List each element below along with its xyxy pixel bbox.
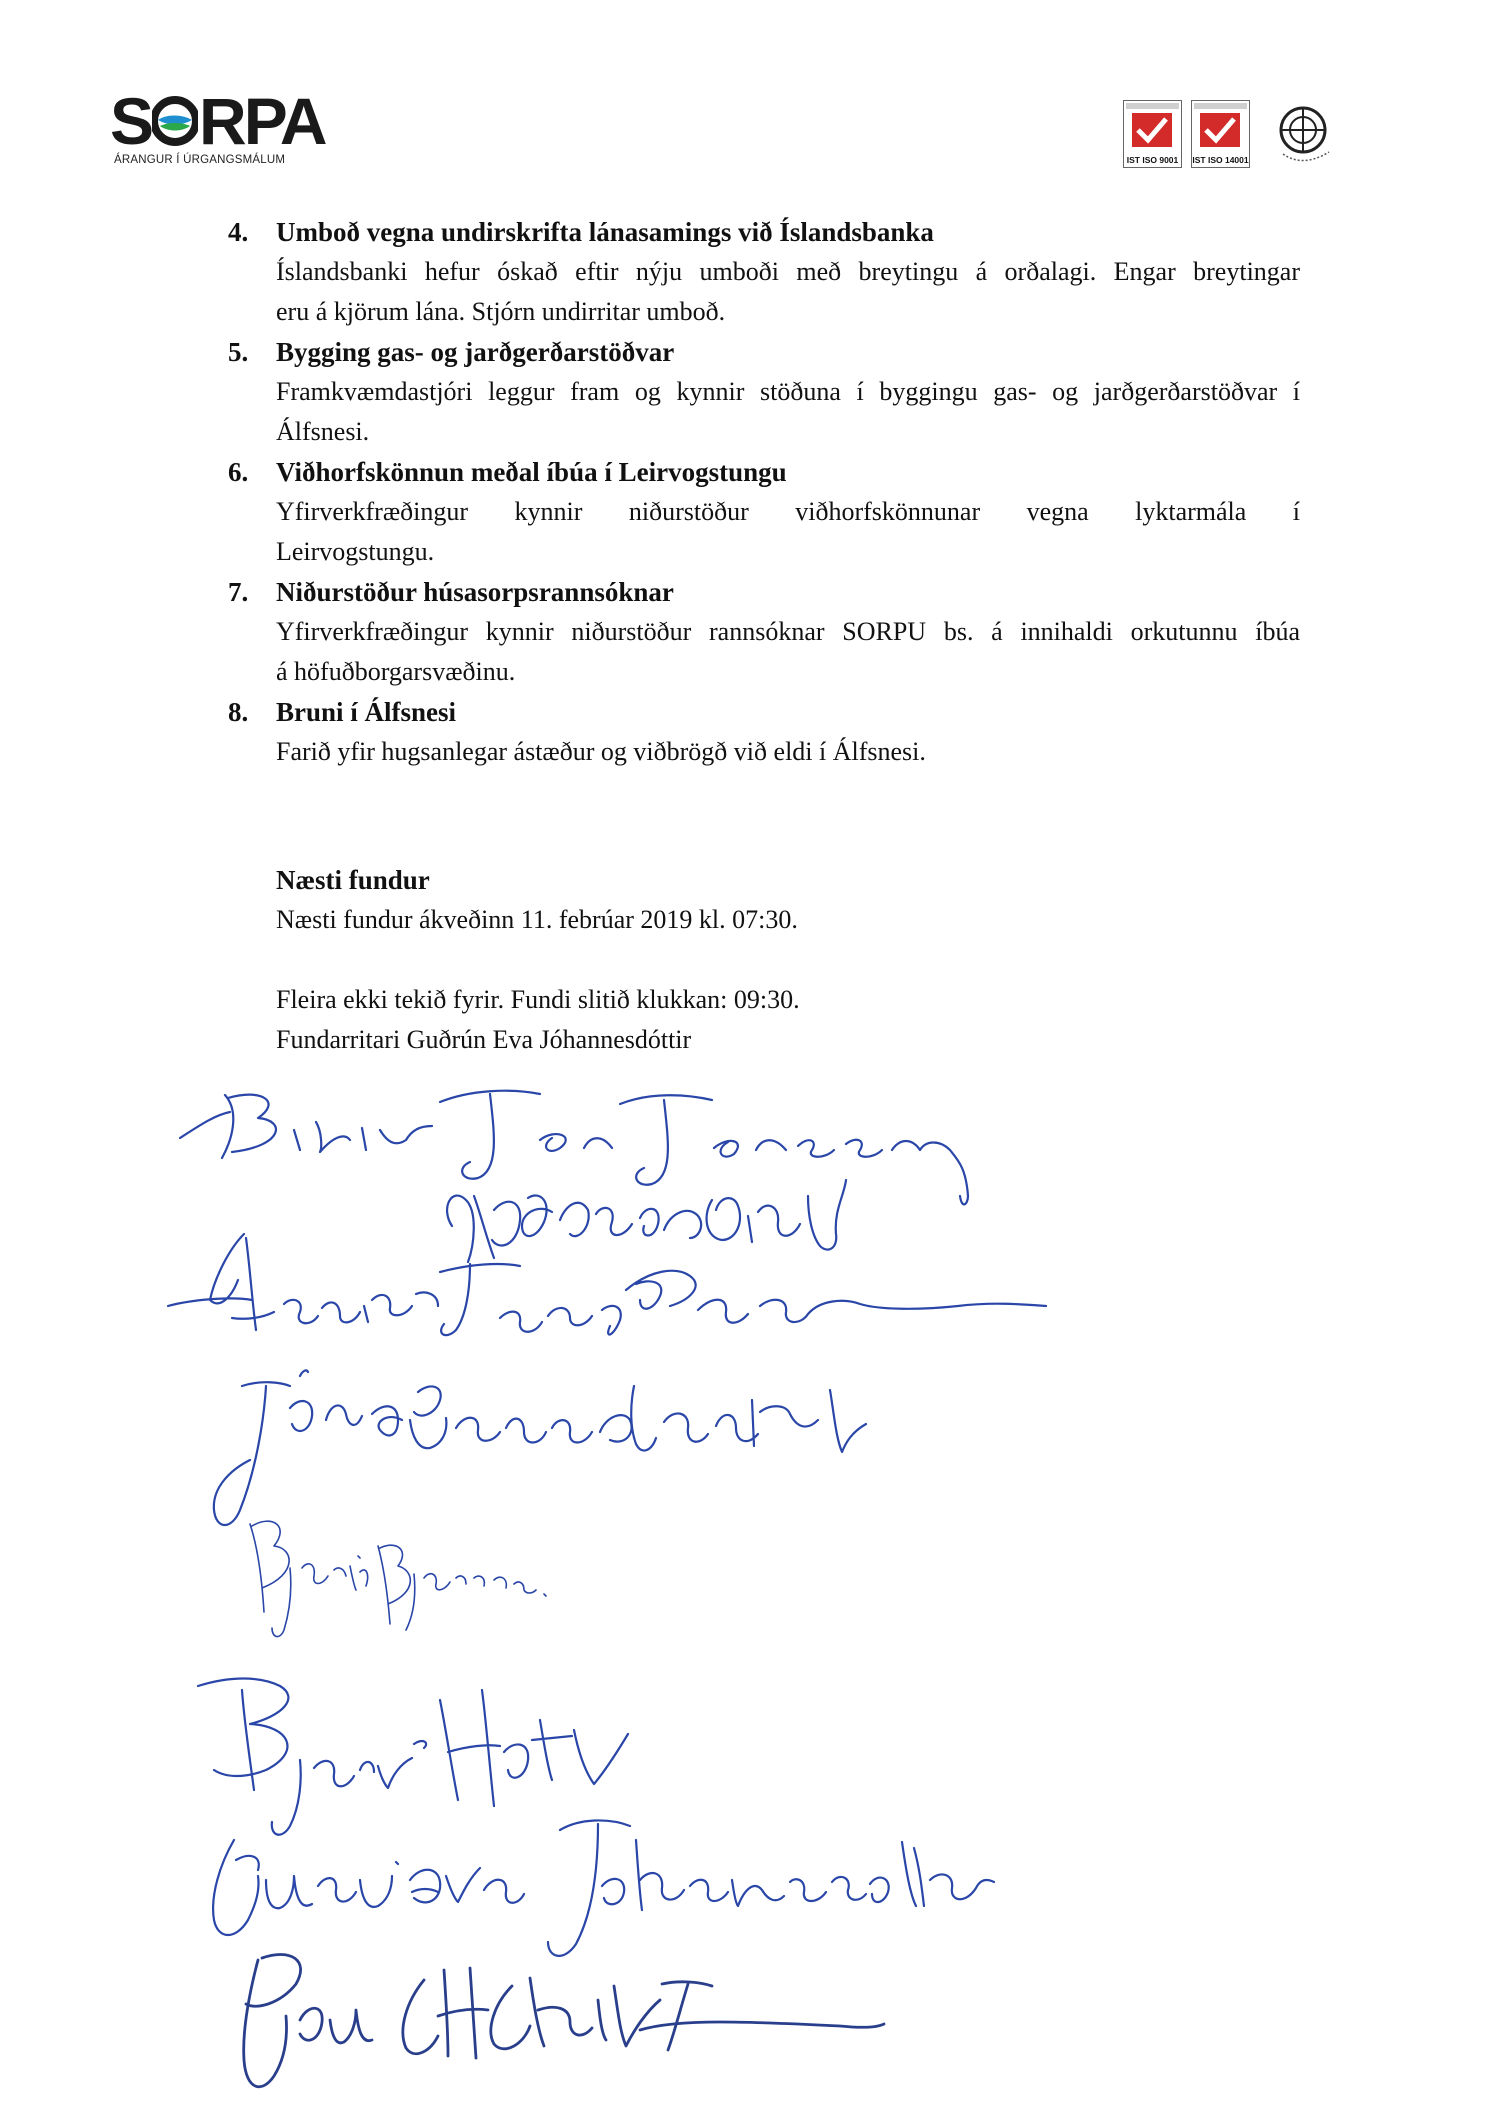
agenda-item-title: Viðhorfskönnun meðal íbúa í Leirvogstungu bbox=[276, 457, 787, 487]
signature-bjorn-h-halldorsson bbox=[244, 1954, 884, 2086]
signature-asgeir-bjarnason bbox=[168, 1234, 1046, 1335]
agenda-item-text: eru á kjörum lána. Stjórn undirritar umboð. bbox=[276, 297, 726, 326]
signature-birkir-jon-jonsson bbox=[180, 1091, 968, 1205]
signature-magnea-olafsdottir bbox=[447, 1180, 846, 1262]
agenda-item-text: Yfirverkfræðingur kynnir niðurstöður viðhorfskönnunar vegna lyktarmála í bbox=[276, 497, 1300, 526]
logo-tagline: ÁRANGUR Í ÚRGANGSMÁLUM bbox=[114, 154, 286, 166]
agenda-item-text: Framkvæmdastjóri leggur fram og kynnir stöðuna í byggingu gas- og jarðgerðarstöðvar í bbox=[276, 377, 1300, 406]
signature-jona-benediktsdottir bbox=[214, 1370, 866, 1525]
iso-9001-label: IST ISO 9001 bbox=[1126, 155, 1179, 165]
agenda-item-number: 4. bbox=[228, 217, 249, 247]
signature-bjarki-bjarnason bbox=[250, 1521, 546, 1636]
iso-14001-label: IST ISO 14001 bbox=[1192, 155, 1249, 165]
signature-gudrun-eva-johannesdottir bbox=[213, 1820, 994, 1955]
secretary-line: Fundarritari Guðrún Eva Jóhannesdóttir bbox=[276, 1025, 692, 1054]
agenda-item-number: 8. bbox=[228, 697, 249, 727]
agenda-item-text: Leirvogstungu. bbox=[276, 537, 435, 566]
agenda-item-text: á höfuðborgarsvæðinu. bbox=[276, 657, 516, 686]
agenda-item-number: 7. bbox=[228, 577, 249, 607]
agenda-item-title: Bygging gas- og jarðgerðarstöðvar bbox=[276, 337, 675, 367]
agenda-item-text: Álfsnesi. bbox=[276, 417, 370, 446]
agenda-item-title: Niðurstöður húsasorpsrannsóknar bbox=[276, 577, 674, 607]
next-meeting-text: Næsti fundur ákveðinn 11. febrúar 2019 kl. 07:30. bbox=[276, 905, 798, 934]
agenda-item-number: 6. bbox=[228, 457, 249, 487]
next-meeting-title: Næsti fundur bbox=[276, 865, 430, 895]
agenda-item-title: Umboð vegna undirskrifta lánasamings við Íslandsbanka bbox=[276, 217, 934, 247]
closing-line: Fleira ekki tekið fyrir. Fundi slitið klukkan: 09:30. bbox=[276, 985, 800, 1014]
agenda-item-text: Yfirverkfræðingur kynnir niðurstöður rannsóknar SORPU bs. á innihaldi orkutunnu íbúa bbox=[276, 617, 1300, 646]
agenda-item-title: Bruni í Álfsnesi bbox=[276, 697, 457, 727]
agenda-item-number: 5. bbox=[228, 337, 249, 367]
logo-wordmark: S RPA bbox=[110, 84, 325, 158]
signature-bjarni-holm bbox=[198, 1679, 628, 1835]
agenda-item-text: Íslandsbanki hefur óskað eftir nýju umboði með breytingu á orðalagi. Engar breytingar bbox=[276, 257, 1300, 286]
agenda-item-text: Farið yfir hugsanlegar ástæður og viðbrögð við eldi í Álfsnesi. bbox=[276, 737, 926, 766]
